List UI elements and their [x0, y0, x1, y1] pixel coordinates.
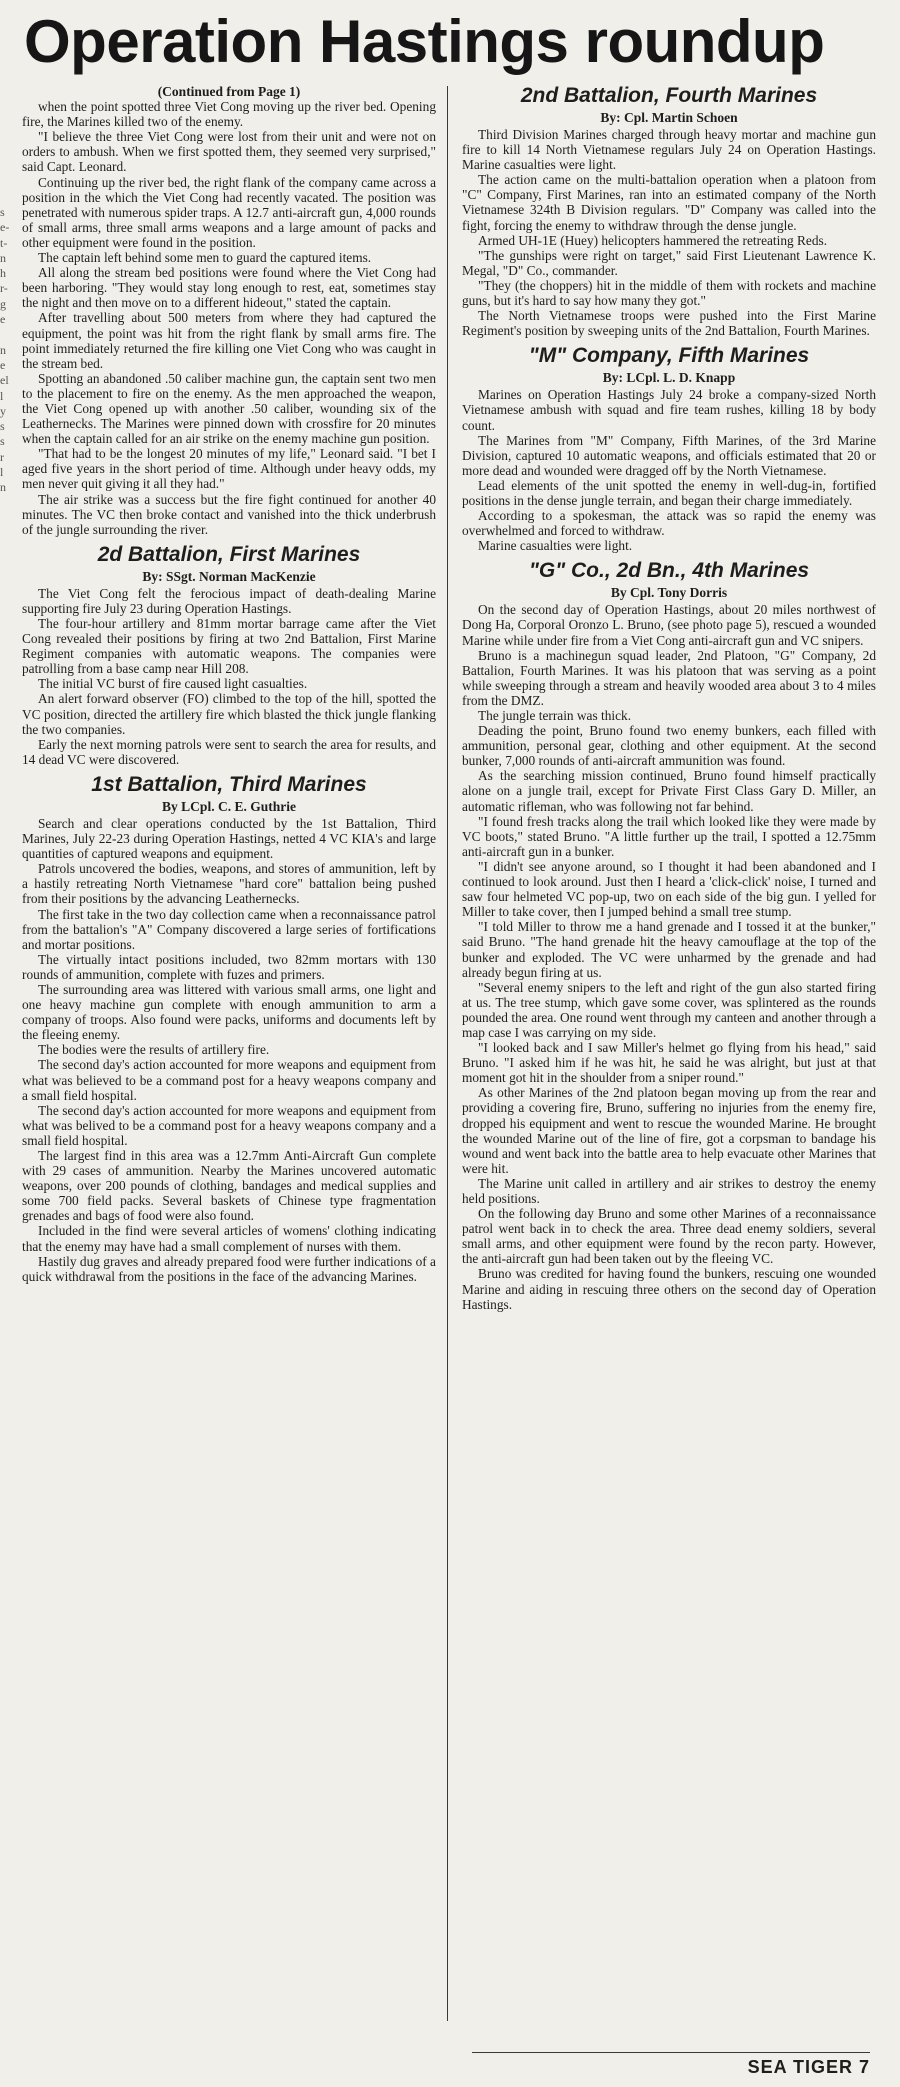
byline: By: SSgt. Norman MacKenzie — [142, 568, 316, 584]
article-paragraph: The Marines from "M" Company, Fifth Marines, of the 3rd Marine Division, captured 10 automatic weapons, and officials estimated that 20 or more dead and wounded were dragged off by the North Vietnamese. — [462, 432, 876, 478]
byline: By: LCpl. L. D. Knapp — [602, 370, 736, 386]
edge-fragment: y — [0, 403, 6, 418]
article-paragraph: "The gunships were right on target," said First Lieutenant Lawrence K. Megal, "D" Co., commander. — [462, 247, 876, 278]
footer-rule — [472, 2052, 870, 2053]
article-paragraph: According to a spokesman, the attack was so rapid the enemy was overwhelmed and forced to withdraw. — [462, 508, 876, 539]
article-paragraph: The captain left behind some men to guard the captured items. — [38, 250, 372, 266]
article-paragraph: The four-hour artillery and 81mm mortar barrage came after the Viet Cong revealed their positions by firing at two 2nd Battalion, First Marine Regiment companies with automatic weapons. The companies were patrolling from a base camp near Hill 208. — [22, 616, 436, 677]
article-paragraph: "I believe the three Viet Cong were lost from their unit and were not on orders to ambush. When we first spotted them, they seemed very surprised," said Capt. Leonard. — [22, 129, 436, 175]
article-paragraph: After travelling about 500 meters from where they had captured the equipment, the point was hit from the right flank by small arms fire. The point immediately returned the fire killing one Viet Cong who was caught in the stream bed. — [22, 310, 436, 371]
article-paragraph: "I found fresh tracks along the trail which looked like they were made by VC boots," stated Bruno. "A little further up the trail, I spotted a 12.75mm anti-aircraft gun in a bunker. — [462, 813, 876, 859]
article-paragraph: The second day's action accounted for more weapons and equipment from what was believed to be a command post for a heavy weapons company and a small field hospital. — [22, 1057, 436, 1103]
article-paragraph: Armed UH-1E (Huey) helicopters hammered the retreating Reds. — [478, 232, 828, 248]
edge-fragment — [0, 511, 14, 526]
article-paragraph: Search and clear operations conducted by the 1st Battalion, Third Marines, July 22-23 during Operation Hastings, netted 4 VC KIA's and large quantities of captured weapons and equipment. — [22, 815, 436, 862]
edge-fragment — [0, 542, 14, 557]
article-paragraph: Marines on Operation Hastings July 24 broke a company-sized North Vietnamese ambush with squad and fire team rushes, killing 18 by body count. — [462, 387, 876, 433]
edge-fragment: e — [0, 312, 6, 327]
page-footer: SEA TIGER 7 — [747, 2057, 870, 2077]
edge-fragment: r — [0, 449, 4, 464]
edge-fragment: r- — [0, 281, 8, 296]
article-paragraph: Continuing up the river bed, the right flank of the company came across a position in the which the Viet Cong had recently vacated. The position was penetrated with numerous spider traps. A 12.7 anti-aircraft gun, 4,000 rounds of small arms, three small arms weapons and a large amount of packs and other equipment were found in the position. — [22, 174, 436, 250]
edge-fragment: l — [0, 465, 4, 480]
edge-fragment — [0, 496, 14, 511]
edge-fragment: el — [0, 373, 9, 388]
article-paragraph: As the searching mission continued, Bruno found himself practically alone on a jungle trail, except for Private First Class Gary D. Miller, an automatic rifleman, who was following not far behind. — [462, 768, 876, 814]
article-paragraph: The surrounding area was littered with various small arms, one light and one heavy machine gun complete with enough ammunition to arm a company of troops. Also found were packs, uniforms and documents left by the fleeing enemy. — [22, 981, 436, 1043]
edge-fragment: h — [0, 266, 6, 281]
byline: By: Cpl. Martin Schoen — [600, 110, 738, 125]
section-title: 2nd Battalion, Fourth Marines — [520, 84, 818, 107]
article-paragraph: The second day's action accounted for more weapons and equipment from what was belived to be a command post for a heavy weapons company and a small field hospital. — [22, 1102, 436, 1148]
article-paragraph: The air strike was a success but the fire fight continued for another 40 minutes. The VC then broke contact and vanished into the thick underbrush of the jungle surrounding the river. — [22, 491, 436, 537]
section-title: 2d Battalion, First Marines — [97, 542, 361, 566]
left-column — [22, 84, 436, 1284]
article-paragraph: The initial VC burst of fire caused light casualties. — [38, 676, 308, 692]
article-paragraph: The action came on the multi-battalion operation when a platoon from "C" Company, First Marines, ran into an estimated company of the North Vietnamese 324th B Division regulars. "D" Company was called into the fight, forcing the enemy to withdraw through the dense jungle. — [462, 172, 876, 233]
article-paragraph: The first take in the two day collection came when a reconnaissance patrol from the battalion's "A" Company discovered a large series of fortifications and mortar positions. — [22, 906, 436, 952]
article-paragraph: Hastily dug graves and already prepared food were further indications of a quick withdrawal from the positions in the face of the advancing Marines. — [22, 1253, 436, 1284]
headline: Operation Hastings roundup — [24, 8, 825, 75]
article-paragraph: The Marine unit called in artillery and air strikes to destroy the enemy held positions. — [462, 1175, 876, 1206]
edge-fragment: e — [0, 357, 6, 372]
article-paragraph: The jungle terrain was thick. — [478, 708, 632, 723]
article-paragraph: Spotting an abandoned .50 caliber machine gun, the captain sent two men to the placement to fire on the enemy. As the men approached the weapon, the Viet Cong opened up with another .50 caliber, wounding six of the Leathernecks. The Marines were pinned down with crossfire for 20 minutes when the captain called for an air strike on the enemy machine gun position. — [22, 370, 436, 447]
edge-fragment: n — [0, 480, 6, 495]
article-paragraph: Bruno is a machinegun squad leader, 2nd Platoon, "G" Company, 2d Battalion, Fourth Marines. It was his platoon that was serving as a point while sweeping through a stream and heavily wooded area about 3 to 4 miles from the DMZ. — [462, 647, 876, 708]
edge-fragment — [0, 327, 14, 342]
article-paragraph: The virtually intact positions included, two 82mm mortars with 130 rounds of ammunition, complete with fuzes and primers. — [22, 951, 436, 982]
article-paragraph: "I looked back and I saw Miller's helmet go flying from his head," said Bruno. "I asked him if he was hit, he said he was alright, but just at that moment got hit in the shoulder from a sniper round." — [462, 1040, 876, 1086]
article-paragraph: when the point spotted three Viet Cong moving up the river bed. Opening fire, the Marines killed two of the enemy. — [22, 99, 436, 130]
article-paragraph: Third Division Marines charged through heavy mortar and machine gun fire to kill 14 North Vietnamese regulars July 24 on Operation Hastings. Marine casualties were light. — [462, 127, 876, 173]
edge-fragment: s — [0, 434, 5, 449]
edge-fragment: l — [0, 388, 4, 403]
article-paragraph: "Several enemy snipers to the left and right of the gun also started firing at us. The tree stump, which gave some cover, was splintered as the rounds pounded the area. One round went through my canteen and another through a map case I was carrying on my side. — [462, 979, 876, 1040]
article-paragraph: Deading the point, Bruno found two enemy bunkers, each filled with ammunition, personal gear, clothing and other equipment. At the second bunker, 7,000 rounds of anti-aircraft ammunition was found. — [462, 723, 876, 769]
edge-fragment: s — [0, 205, 5, 219]
article-paragraph: Lead elements of the unit spotted the enemy in well-dug-in, fortified positions in the dense jungle terrain, and began their charge immediately. — [462, 477, 876, 508]
article-paragraph: On the second day of Operation Hastings, about 20 miles northwest of Dong Ha, Corporal Oronzo L. Bruno, (see photo page 5), rescued a wounded Marine while under fire from a Viet Cong anti-aircraft gun and VC snipers. — [462, 602, 876, 648]
edge-fragment: s — [0, 419, 5, 434]
article-paragraph: The bodies were the results of artillery fire. — [38, 1042, 270, 1058]
column-divider — [447, 86, 448, 2021]
section-title: "M" Company, Fifth Marines — [528, 344, 810, 368]
article-paragraph: The North Vietnamese troops were pushed into the First Marine Regiment's position by sweeping units of the 2nd Battalion, Fourth Marines. — [462, 308, 876, 339]
article-paragraph: Marine casualties were light. — [478, 538, 633, 554]
article-paragraph: All along the stream bed positions were found where the Viet Cong had been harboring. "They would stay long enough to rest, eat, sometimes stay the night and then move on to a different hideout," stated the captain. — [22, 265, 436, 311]
left-edge-fragments — [0, 205, 14, 557]
edge-fragment: n — [0, 250, 6, 265]
edge-fragment: e- — [0, 220, 10, 235]
continued-from-label: (Continued from Page 1) — [157, 84, 301, 99]
edge-fragment — [0, 526, 14, 541]
article-paragraph: "They (the choppers) hit in the middle of them with rockets and machine guns, but it's hard to say how many they got." — [462, 277, 876, 309]
edge-fragment: t- — [0, 235, 8, 250]
section-title: "G" Co., 2d Bn., 4th Marines — [528, 559, 810, 583]
article-paragraph: The Viet Cong felt the ferocious impact of death-dealing Marine supporting fire July 23 during Operation Hastings. — [22, 585, 436, 616]
article-paragraph: "I didn't see anyone around, so I thought it had been abandoned and I continued to look around. Just then I heard a 'click-click' noise, I turned and saw four helmeted VC pop-up, two on each side of the big gun. I yelled for Miller to take cover, then I jumped behind a small tree stump. — [462, 858, 876, 920]
byline: By Cpl. Tony Dorris — [610, 585, 728, 601]
article-paragraph: The largest find in this area was a 12.7mm Anti-Aircraft Gun complete with 29 cases of ammunition. Nearby the Marines uncovered automatic weapons, over 200 pounds of clothing, bandages and medical supplies and some 700 field packs. Several baskets of Chinese type fragmentation grenades and bags of food were also found. — [22, 1148, 436, 1224]
edge-fragment: n — [0, 342, 6, 357]
article-paragraph: Included in the find were several articles of womens' clothing indicating that the enemy may have had a small complement of nurses with them. — [22, 1223, 436, 1254]
right-column — [462, 84, 876, 1312]
article-paragraph: "I told Miller to throw me a hand grenade and I tossed it at the bunker," said Bruno. "The hand grenade hit the heavy camouflage at the top of the bunker and exploded. The VC were unharmed by the grenade and had already begun firing at us. — [462, 919, 876, 980]
edge-fragment: g — [0, 296, 6, 311]
article-paragraph: On the following day Bruno and some other Marines of a reconnaissance patrol went back in to check the area. Three dead enemy soldiers, several small arms, and other equipment were found by the recon party. However, the anti-aircraft gun had been taken out by the fleeing VC. — [462, 1206, 876, 1267]
section-title: 1st Battalion, Third Marines — [91, 772, 367, 796]
article-paragraph: Bruno was credited for having found the bunkers, rescuing one wounded Marine and aiding in rescuing three others on the second day of Operation Hastings. — [462, 1266, 876, 1312]
byline: By LCpl. C. E. Guthrie — [162, 798, 296, 814]
article-paragraph: Early the next morning patrols were sent to search the area for results, and 14 dead VC were discovered. — [22, 736, 436, 767]
article-paragraph: "That had to be the longest 20 minutes of my life," Leonard said. "I bet I aged five years in the short period of time. Although under heavy odds, my men never quit giving it all they had." — [22, 446, 436, 492]
article-paragraph: As other Marines of the 2nd platoon began moving up from the rear and providing a covering fire, Bruno, suffering no injuries from the enemy fire, dropped his equipment and went to rescue the wounded Marine. He brought the wounded Marine out of the line of fire, got a corpsman to bandage his wound and went back into the battle area to help evacuate other Marines that were hit. — [462, 1085, 876, 1176]
article-paragraph: Patrols uncovered the bodies, weapons, and stores of ammunition, left by a hastily retreating North Vietnamese "hard core" battalion being pushed from their positions by the advancing Leathernecks. — [22, 861, 436, 907]
article-paragraph: An alert forward observer (FO) climbed to the top of the hill, spotted the VC position, directed the artillery fire which blasted the thick jungle flanking the two companies. — [22, 691, 436, 737]
